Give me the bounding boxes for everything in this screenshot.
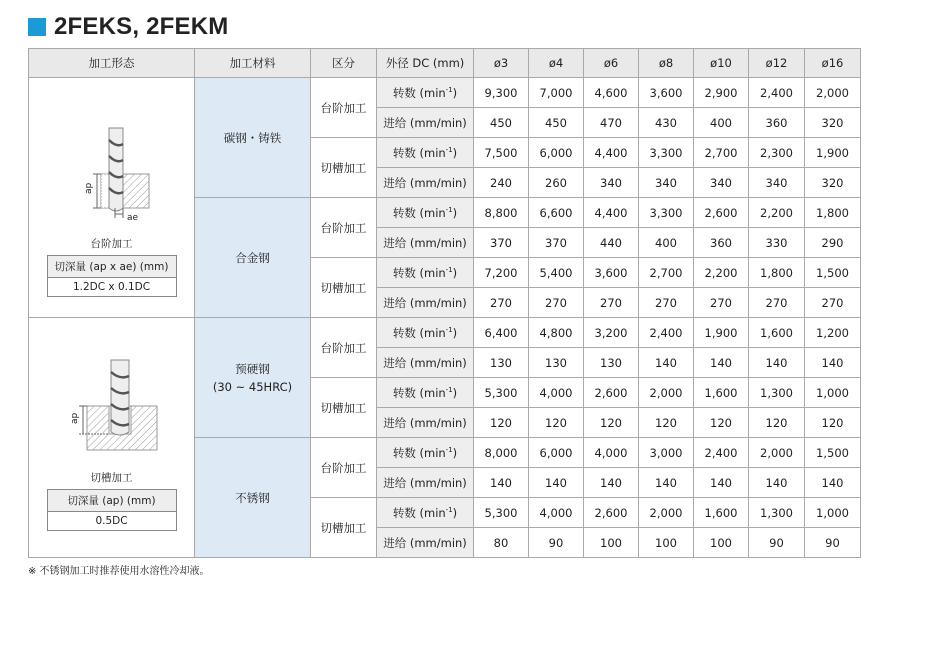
- feed-value-cell: 140: [749, 468, 805, 498]
- speed-label-close: ): [452, 265, 458, 280]
- feed-value-cell: 320: [805, 108, 861, 138]
- speed-label: [377, 318, 474, 348]
- material-name: 不锈钢: [235, 490, 270, 505]
- feed-value-cell: 120: [529, 408, 584, 438]
- feed-label: 进给 (mm/min): [377, 528, 474, 558]
- speed-value-cell: 3,600: [584, 258, 639, 288]
- material-name: 预硬钢: [235, 362, 270, 376]
- header-type: 区分: [311, 49, 377, 78]
- material-cell: [195, 78, 311, 198]
- feed-value-cell: 450: [474, 108, 529, 138]
- speed-value-cell: 1,500: [805, 438, 861, 468]
- material-name: 碳钢・铸铁: [223, 130, 282, 145]
- speed-value-cell: 1,000: [805, 378, 861, 408]
- header-size: ø3: [474, 49, 529, 78]
- feed-value-cell: 340: [694, 168, 749, 198]
- speed-value-cell: 1,200: [805, 318, 861, 348]
- feed-value-cell: 270: [529, 288, 584, 318]
- feed-value-cell: 270: [749, 288, 805, 318]
- ap-label: ap: [69, 412, 80, 424]
- speed-label: [377, 438, 474, 468]
- operation-cell: 台阶加工: [311, 198, 377, 258]
- speed-label-exp: -1: [445, 85, 453, 94]
- speed-value-cell: 4,400: [584, 138, 639, 168]
- speed-value-cell: 2,700: [694, 138, 749, 168]
- ap-label: ap: [83, 182, 94, 194]
- speed-value-cell: 1,000: [805, 498, 861, 528]
- speed-label-text: 转数 (min: [392, 445, 446, 460]
- speed-label: [377, 138, 474, 168]
- header-diameter: 外径 DC (mm): [377, 49, 474, 78]
- side-milling-diagram: [57, 124, 167, 234]
- speed-value-cell: 5,300: [474, 498, 529, 528]
- speed-value-cell: 3,300: [639, 198, 694, 228]
- speed-label: [377, 78, 474, 108]
- side-milling-figure: [29, 124, 194, 297]
- side-milling-caption: 台阶加工: [90, 238, 133, 250]
- header-size: ø8: [639, 49, 694, 78]
- feed-value-cell: 120: [694, 408, 749, 438]
- feed-value-cell: 120: [749, 408, 805, 438]
- slot-milling-caption: 切槽加工: [90, 472, 133, 484]
- speed-value-cell: 7,200: [474, 258, 529, 288]
- header-size: ø16: [805, 49, 861, 78]
- material-cell: [195, 318, 311, 438]
- speed-value-cell: 1,600: [749, 318, 805, 348]
- side-depth-box: [47, 255, 177, 297]
- feed-value-cell: 140: [639, 468, 694, 498]
- speed-value-cell: 1,300: [749, 378, 805, 408]
- feed-value-cell: 270: [639, 288, 694, 318]
- speed-value-cell: 2,300: [749, 138, 805, 168]
- side-depth-value: 1.2DC x 0.1DC: [72, 281, 151, 293]
- feed-label: 进给 (mm/min): [377, 348, 474, 378]
- feed-value-cell: 130: [584, 348, 639, 378]
- header-material: 加工材料: [195, 49, 311, 78]
- operation-cell: 台阶加工: [311, 318, 377, 378]
- speed-label-close: ): [452, 505, 458, 520]
- operation-cell: 切槽加工: [311, 498, 377, 558]
- feed-value-cell: 320: [805, 168, 861, 198]
- operation-cell: 切槽加工: [311, 138, 377, 198]
- feed-value-cell: 120: [584, 408, 639, 438]
- feed-value-cell: 100: [584, 528, 639, 558]
- feed-value-cell: 90: [749, 528, 805, 558]
- feed-value-cell: 140: [584, 468, 639, 498]
- speed-value-cell: 3,300: [639, 138, 694, 168]
- operation-cell: 切槽加工: [311, 258, 377, 318]
- feed-value-cell: 450: [529, 108, 584, 138]
- speed-value-cell: 4,000: [529, 378, 584, 408]
- slot-milling-diagram: [57, 358, 167, 468]
- feed-value-cell: 270: [805, 288, 861, 318]
- speed-value-cell: 2,400: [639, 318, 694, 348]
- speed-value-cell: 5,400: [529, 258, 584, 288]
- speed-label-exp: -1: [445, 505, 453, 514]
- feed-value-cell: 400: [694, 108, 749, 138]
- speed-value-cell: 2,000: [805, 78, 861, 108]
- speed-label-exp: -1: [445, 445, 453, 454]
- speed-value-cell: 2,000: [639, 378, 694, 408]
- feed-value-cell: 120: [474, 408, 529, 438]
- feed-value-cell: 270: [584, 288, 639, 318]
- feed-value-cell: 240: [474, 168, 529, 198]
- speed-value-cell: 7,500: [474, 138, 529, 168]
- material-name: 合金钢: [235, 250, 270, 265]
- feed-value-cell: 270: [694, 288, 749, 318]
- feed-value-cell: 360: [694, 228, 749, 258]
- feed-value-cell: 430: [639, 108, 694, 138]
- feed-label: 进给 (mm/min): [377, 408, 474, 438]
- feed-value-cell: 80: [474, 528, 529, 558]
- feed-value-cell: 340: [584, 168, 639, 198]
- speed-value-cell: 1,500: [805, 258, 861, 288]
- feed-value-cell: 470: [584, 108, 639, 138]
- shape-side-cell: [29, 78, 195, 318]
- feed-label: 进给 (mm/min): [377, 228, 474, 258]
- slot-depth-value: 0.5DC: [95, 515, 128, 527]
- feed-value-cell: 140: [805, 348, 861, 378]
- feed-value-cell: 270: [474, 288, 529, 318]
- speed-value-cell: 1,900: [694, 318, 749, 348]
- slot-depth-title: 切深量 (ap) (mm): [48, 490, 176, 512]
- feed-value-cell: 140: [805, 468, 861, 498]
- speed-value-cell: 2,600: [584, 498, 639, 528]
- cutting-conditions-table: [28, 48, 861, 558]
- speed-value-cell: 2,600: [584, 378, 639, 408]
- feed-value-cell: 130: [474, 348, 529, 378]
- speed-label-close: ): [452, 145, 458, 160]
- feed-value-cell: 330: [749, 228, 805, 258]
- speed-value-cell: 2,400: [694, 438, 749, 468]
- speed-value-cell: 4,800: [529, 318, 584, 348]
- feed-value-cell: 130: [529, 348, 584, 378]
- speed-label: [377, 378, 474, 408]
- page-title: 2FEKS, 2FEKM: [54, 13, 229, 40]
- speed-label-exp: -1: [445, 385, 453, 394]
- table-row: [29, 318, 861, 348]
- speed-value-cell: 2,000: [639, 498, 694, 528]
- speed-value-cell: 2,700: [639, 258, 694, 288]
- speed-label-text: 转数 (min: [392, 385, 446, 400]
- speed-value-cell: 8,800: [474, 198, 529, 228]
- feed-value-cell: 370: [474, 228, 529, 258]
- speed-value-cell: 4,400: [584, 198, 639, 228]
- feed-value-cell: 140: [639, 348, 694, 378]
- feed-value-cell: 140: [749, 348, 805, 378]
- speed-label-close: ): [452, 445, 458, 460]
- feed-value-cell: 140: [694, 348, 749, 378]
- feed-value-cell: 120: [639, 408, 694, 438]
- speed-value-cell: 4,000: [584, 438, 639, 468]
- slot-milling-figure: [29, 358, 194, 531]
- feed-value-cell: 140: [529, 468, 584, 498]
- speed-value-cell: 4,600: [584, 78, 639, 108]
- header-row: [29, 49, 861, 78]
- material-cell: [195, 438, 311, 558]
- feed-value-cell: 360: [749, 108, 805, 138]
- speed-label-close: ): [452, 205, 458, 220]
- feed-value-cell: 440: [584, 228, 639, 258]
- feed-label: 进给 (mm/min): [377, 108, 474, 138]
- speed-value-cell: 1,900: [805, 138, 861, 168]
- feed-value-cell: 340: [639, 168, 694, 198]
- speed-value-cell: 6,000: [529, 138, 584, 168]
- feed-value-cell: 340: [749, 168, 805, 198]
- header-shape: 加工形态: [29, 49, 195, 78]
- operation-cell: 台阶加工: [311, 438, 377, 498]
- feed-value-cell: 290: [805, 228, 861, 258]
- feed-value-cell: 120: [805, 408, 861, 438]
- speed-label-exp: -1: [445, 325, 453, 334]
- shape-slot-cell: [29, 318, 195, 558]
- speed-value-cell: 1,800: [805, 198, 861, 228]
- speed-value-cell: 3,200: [584, 318, 639, 348]
- header-size: ø12: [749, 49, 805, 78]
- speed-label-exp: -1: [445, 205, 453, 214]
- speed-label-close: ): [452, 385, 458, 400]
- footnote: ※ 不锈钢加工时推荐使用水溶性冷却液。: [28, 566, 210, 577]
- speed-label-exp: -1: [445, 145, 453, 154]
- speed-value-cell: 2,400: [749, 78, 805, 108]
- speed-value-cell: 2,600: [694, 198, 749, 228]
- header-size: ø4: [529, 49, 584, 78]
- speed-label-close: ): [452, 85, 458, 100]
- header-size: ø10: [694, 49, 749, 78]
- speed-label-text: 转数 (min: [392, 85, 446, 100]
- material-hardness: (30 ~ 45HRC): [212, 380, 293, 394]
- feed-value-cell: 90: [805, 528, 861, 558]
- speed-value-cell: 3,600: [639, 78, 694, 108]
- slot-depth-box: [47, 489, 177, 531]
- feed-label: 进给 (mm/min): [377, 288, 474, 318]
- operation-cell: 台阶加工: [311, 78, 377, 138]
- speed-value-cell: 6,000: [529, 438, 584, 468]
- speed-label-text: 转数 (min: [392, 325, 446, 340]
- feed-value-cell: 260: [529, 168, 584, 198]
- speed-value-cell: 8,000: [474, 438, 529, 468]
- material-cell: [195, 198, 311, 318]
- header-size: ø6: [584, 49, 639, 78]
- speed-value-cell: 1,600: [694, 498, 749, 528]
- speed-value-cell: 7,000: [529, 78, 584, 108]
- table-row: [29, 78, 861, 108]
- speed-value-cell: 1,300: [749, 498, 805, 528]
- feed-label: 进给 (mm/min): [377, 468, 474, 498]
- speed-value-cell: 3,000: [639, 438, 694, 468]
- speed-label: [377, 258, 474, 288]
- speed-value-cell: 2,000: [749, 438, 805, 468]
- feed-value-cell: 90: [529, 528, 584, 558]
- speed-label-close: ): [452, 325, 458, 340]
- feed-value-cell: 370: [529, 228, 584, 258]
- speed-label-text: 转数 (min: [392, 145, 446, 160]
- title-bar: [28, 12, 228, 42]
- speed-value-cell: 5,300: [474, 378, 529, 408]
- title-marker-icon: [28, 18, 46, 36]
- speed-label-exp: -1: [445, 265, 453, 274]
- speed-value-cell: 1,600: [694, 378, 749, 408]
- speed-value-cell: 2,200: [694, 258, 749, 288]
- operation-cell: 切槽加工: [311, 378, 377, 438]
- speed-value-cell: 2,900: [694, 78, 749, 108]
- feed-label: 进给 (mm/min): [377, 168, 474, 198]
- speed-label: [377, 198, 474, 228]
- feed-value-cell: 140: [694, 468, 749, 498]
- speed-value-cell: 4,000: [529, 498, 584, 528]
- speed-value-cell: 9,300: [474, 78, 529, 108]
- speed-value-cell: 6,400: [474, 318, 529, 348]
- speed-value-cell: 1,800: [749, 258, 805, 288]
- speed-label: [377, 498, 474, 528]
- ae-label: ae: [126, 213, 138, 223]
- speed-value-cell: 6,600: [529, 198, 584, 228]
- speed-label-text: 转数 (min: [392, 265, 446, 280]
- speed-value-cell: 2,200: [749, 198, 805, 228]
- feed-value-cell: 140: [474, 468, 529, 498]
- feed-value-cell: 100: [639, 528, 694, 558]
- feed-value-cell: 100: [694, 528, 749, 558]
- feed-value-cell: 400: [639, 228, 694, 258]
- side-depth-title: 切深量 (ap x ae) (mm): [48, 256, 176, 278]
- speed-label-text: 转数 (min: [392, 205, 446, 220]
- speed-label-text: 转数 (min: [392, 505, 446, 520]
